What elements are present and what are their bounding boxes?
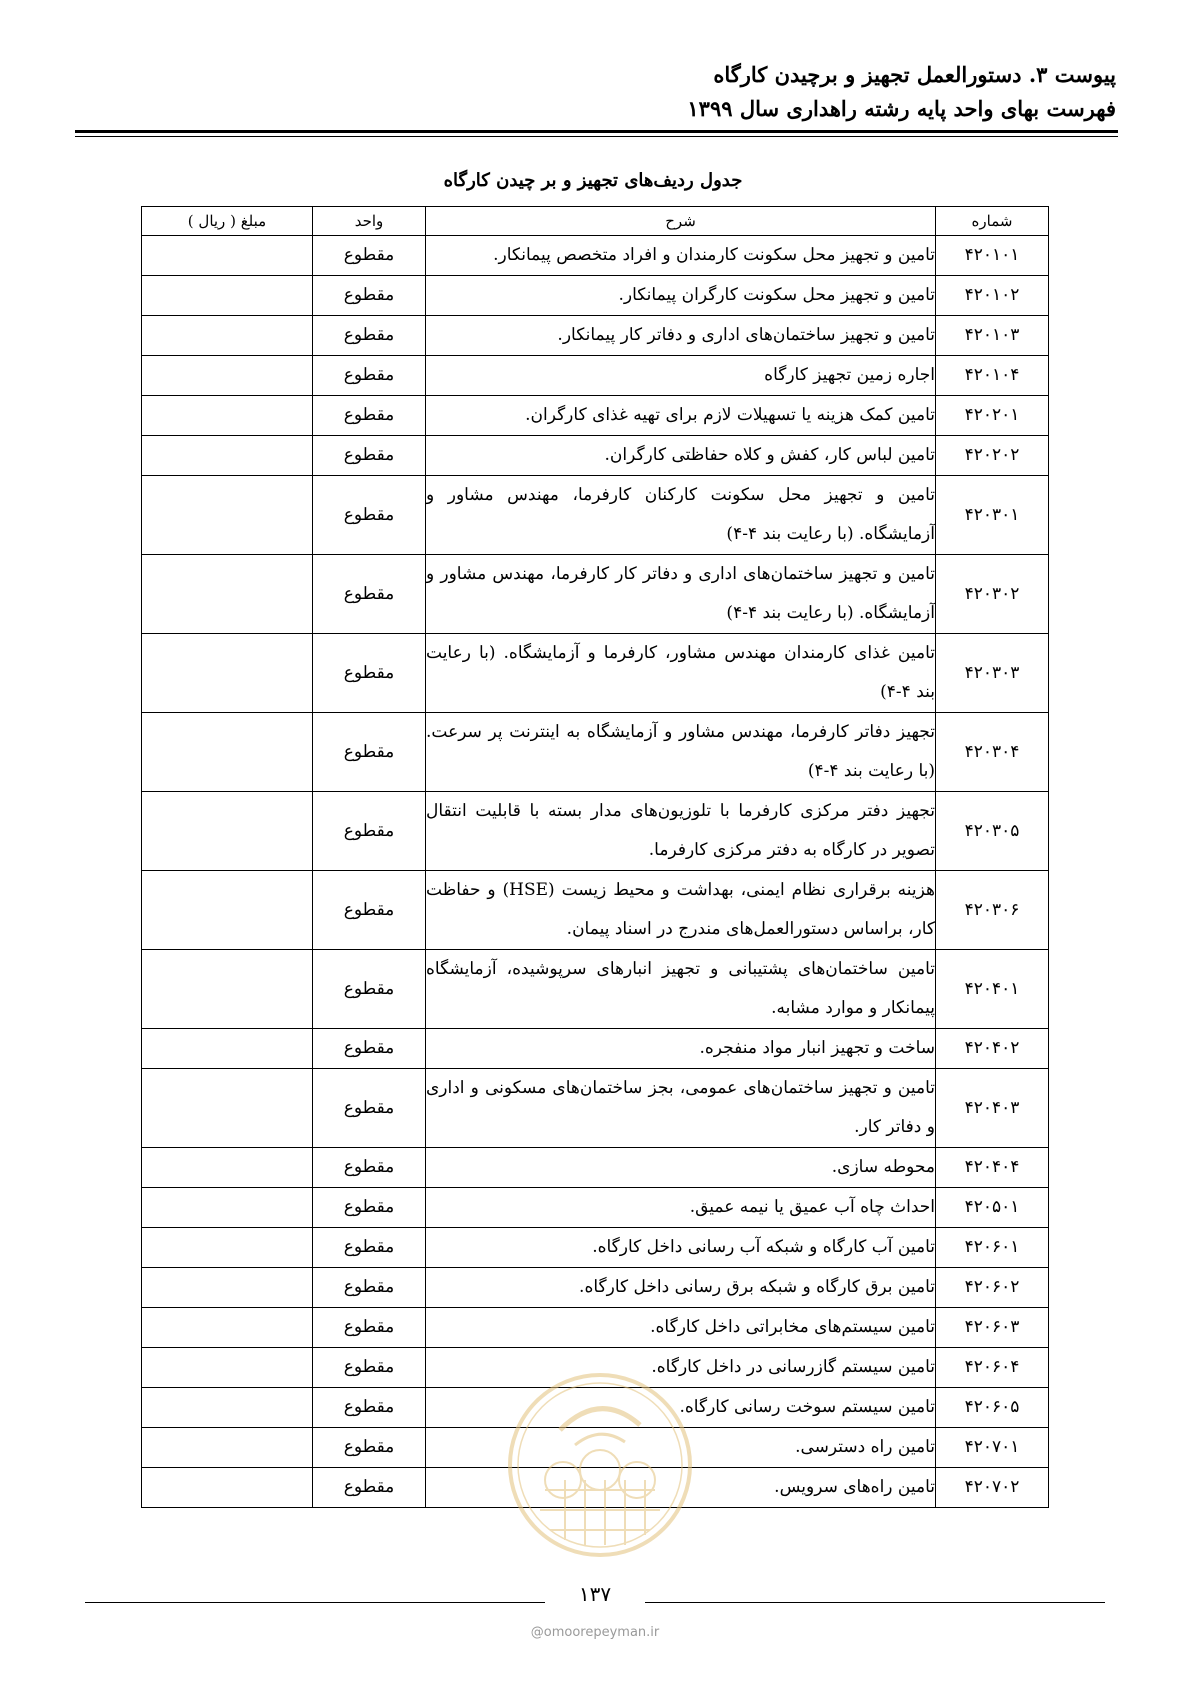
row-description: تامین کمک هزینه یا تسهیلات لازم برای تهیه غذای کارگران. [426,396,936,436]
row-amount [142,396,313,436]
row-description: تامین سیستم گازرسانی در داخل کارگاه. [426,1348,936,1388]
row-amount [142,792,313,871]
row-unit: مقطوع [313,1308,426,1348]
row-description: هزینه برقراری نظام ایمنی، بهداشت و محیط زیست (HSE) و حفاظت کار، براساس دستورالعمل‌های مندرج در اسناد پیمان. [426,871,936,950]
row-number: ۴۲۰۷۰۲ [936,1468,1049,1508]
row-unit: مقطوع [313,1348,426,1388]
page-header [66,58,1116,126]
table-row [142,436,1049,476]
row-number: ۴۲۰۳۰۴ [936,713,1049,792]
row-unit: مقطوع [313,1268,426,1308]
row-number: ۴۲۰۳۰۶ [936,871,1049,950]
page-number: ۱۳۷ [545,1582,645,1606]
row-description: تامین و تجهیز محل سکونت کارکنان کارفرما، مهندس مشاور و آزمایشگاه. (با رعایت بند ۴-۴) [426,476,936,555]
row-description: تامین راه دسترسی. [426,1428,936,1468]
row-description: تامین سیستم سوخت رسانی کارگاه. [426,1388,936,1428]
row-amount [142,1148,313,1188]
row-amount [142,476,313,555]
row-amount [142,1188,313,1228]
table-row [142,1268,1049,1308]
row-amount [142,634,313,713]
header-rule-thin [75,136,1118,137]
table-row [142,1148,1049,1188]
row-amount [142,1468,313,1508]
row-number: ۴۲۰۳۰۱ [936,476,1049,555]
row-number: ۴۲۰۳۰۲ [936,555,1049,634]
items-table [141,206,1049,1508]
header-title: پیوست ۳. دستورالعمل تجهیز و برچیدن کارگاه [713,62,1116,87]
row-amount [142,1228,313,1268]
row-unit: مقطوع [313,1468,426,1508]
row-description: اجاره زمین تجهیز کارگاه [426,356,936,396]
row-unit: مقطوع [313,634,426,713]
row-unit: مقطوع [313,792,426,871]
row-amount [142,236,313,276]
row-amount [142,1308,313,1348]
row-number: ۴۲۰۳۰۵ [936,792,1049,871]
table-row [142,1228,1049,1268]
row-number: ۴۲۰۶۰۳ [936,1308,1049,1348]
table-row [142,356,1049,396]
table-row [142,634,1049,713]
row-description: تامین سیستم‌های مخابراتی داخل کارگاه. [426,1308,936,1348]
row-description: تامین آب کارگاه و شبکه آب رسانی داخل کارگاه. [426,1228,936,1268]
row-unit: مقطوع [313,1428,426,1468]
row-number: ۴۲۰۴۰۲ [936,1029,1049,1069]
row-amount [142,871,313,950]
row-amount [142,1428,313,1468]
row-description: تامین و تجهیز ساختمان‌های اداری و دفاتر کار کارفرما، مهندس مشاور و آزمایشگاه. (با رعایت بند ۴-۴) [426,555,936,634]
row-unit: مقطوع [313,396,426,436]
table-row [142,476,1049,555]
row-number: ۴۲۰۱۰۳ [936,316,1049,356]
table-row [142,276,1049,316]
row-amount [142,1029,313,1069]
row-number: ۴۲۰۴۰۱ [936,950,1049,1029]
table-row [142,555,1049,634]
row-description: تامین ساختمان‌های پشتیبانی و تجهیز انبارهای سرپوشیده، آزمایشگاه پیمانکار و موارد مشابه. [426,950,936,1029]
site-url: @omoorepeyman.ir [530,1625,660,1640]
row-unit: مقطوع [313,950,426,1029]
row-unit: مقطوع [313,276,426,316]
row-amount [142,1388,313,1428]
row-number: ۴۲۰۶۰۲ [936,1268,1049,1308]
row-unit: مقطوع [313,436,426,476]
row-number: ۴۲۰۱۰۱ [936,236,1049,276]
table-body [142,236,1049,1508]
row-description: تامین لباس کار، کفش و کلاه حفاظتی کارگران. [426,436,936,476]
column-header-number: شماره [936,207,1049,236]
column-header-description: شرح [426,207,936,236]
row-number: ۴۲۰۶۰۴ [936,1348,1049,1388]
row-amount [142,1348,313,1388]
row-number: ۴۲۰۱۰۴ [936,356,1049,396]
row-unit: مقطوع [313,871,426,950]
row-description: تجهیز دفتر مرکزی کارفرما با تلوزیون‌های مدار بسته با قابلیت انتقال تصویر در کارگاه به دفتر مرکزی کارفرما. [426,792,936,871]
table-row [142,1069,1049,1148]
table-row [142,871,1049,950]
row-number: ۴۲۰۲۰۱ [936,396,1049,436]
row-amount [142,276,313,316]
row-amount [142,950,313,1029]
row-description: تامین و تجهیز ساختمان‌های عمومی، بجز ساختمان‌های مسکونی و اداری و دفاتر کار. [426,1069,936,1148]
table-row [142,316,1049,356]
row-number: ۴۲۰۴۰۴ [936,1148,1049,1188]
table-header-row [142,207,1049,236]
row-amount [142,356,313,396]
table-row [142,713,1049,792]
row-amount [142,1268,313,1308]
table-row [142,1308,1049,1348]
row-description: تامین برق کارگاه و شبکه برق رسانی داخل کارگاه. [426,1268,936,1308]
header-rule-thick [75,130,1118,133]
row-unit: مقطوع [313,555,426,634]
row-unit: مقطوع [313,1388,426,1428]
row-unit: مقطوع [313,476,426,555]
row-unit: مقطوع [313,316,426,356]
column-header-unit: واحد [313,207,426,236]
row-description: تجهیز دفاتر کارفرما، مهندس مشاور و آزمایشگاه به اینترنت پر سرعت. (با رعایت بند ۴-۴) [426,713,936,792]
row-number: ۴۲۰۱۰۲ [936,276,1049,316]
row-amount [142,713,313,792]
table-row [142,1188,1049,1228]
row-unit: مقطوع [313,1069,426,1148]
row-number: ۴۲۰۵۰۱ [936,1188,1049,1228]
row-number: ۴۲۰۳۰۳ [936,634,1049,713]
row-amount [142,316,313,356]
table-title: جدول ردیف‌های تجهیز و بر چیدن کارگاه [443,170,743,191]
row-description: تامین و تجهیز محل سکونت کارگران پیمانکار. [426,276,936,316]
row-number: ۴۲۰۶۰۱ [936,1228,1049,1268]
table-row [142,950,1049,1029]
table-row [142,1029,1049,1069]
row-number: ۴۲۰۷۰۱ [936,1428,1049,1468]
watermark-logo-icon [505,1370,695,1560]
row-amount [142,1069,313,1148]
row-description: تامین و تجهیز ساختمان‌های اداری و دفاتر کار پیمانکار. [426,316,936,356]
header-subtitle: فهرست بهای واحد پایه رشته راهداری سال ۱۳۹۹ [687,96,1116,121]
row-unit: مقطوع [313,1148,426,1188]
row-description: تامین غذای کارمندان مهندس مشاور، کارفرما و آزمایشگاه. (با رعایت بند ۴-۴) [426,634,936,713]
row-description: ساخت و تجهیز انبار مواد منفجره. [426,1029,936,1069]
row-amount [142,555,313,634]
row-number: ۴۲۰۶۰۵ [936,1388,1049,1428]
row-description: تامین راه‌های سرویس. [426,1468,936,1508]
table-row [142,792,1049,871]
row-unit: مقطوع [313,713,426,792]
row-amount [142,436,313,476]
table-row [142,236,1049,276]
table-row [142,396,1049,436]
row-unit: مقطوع [313,1228,426,1268]
row-description: محوطه سازی. [426,1148,936,1188]
row-unit: مقطوع [313,356,426,396]
row-description: تامین و تجهیز محل سکونت کارمندان و افراد متخصص پیمانکار. [426,236,936,276]
column-header-amount: مبلغ ( ریال ) [142,207,313,236]
row-unit: مقطوع [313,1029,426,1069]
row-number: ۴۲۰۴۰۳ [936,1069,1049,1148]
row-number: ۴۲۰۲۰۲ [936,436,1049,476]
row-unit: مقطوع [313,1188,426,1228]
row-description: احداث چاه آب عمیق یا نیمه عمیق. [426,1188,936,1228]
row-unit: مقطوع [313,236,426,276]
